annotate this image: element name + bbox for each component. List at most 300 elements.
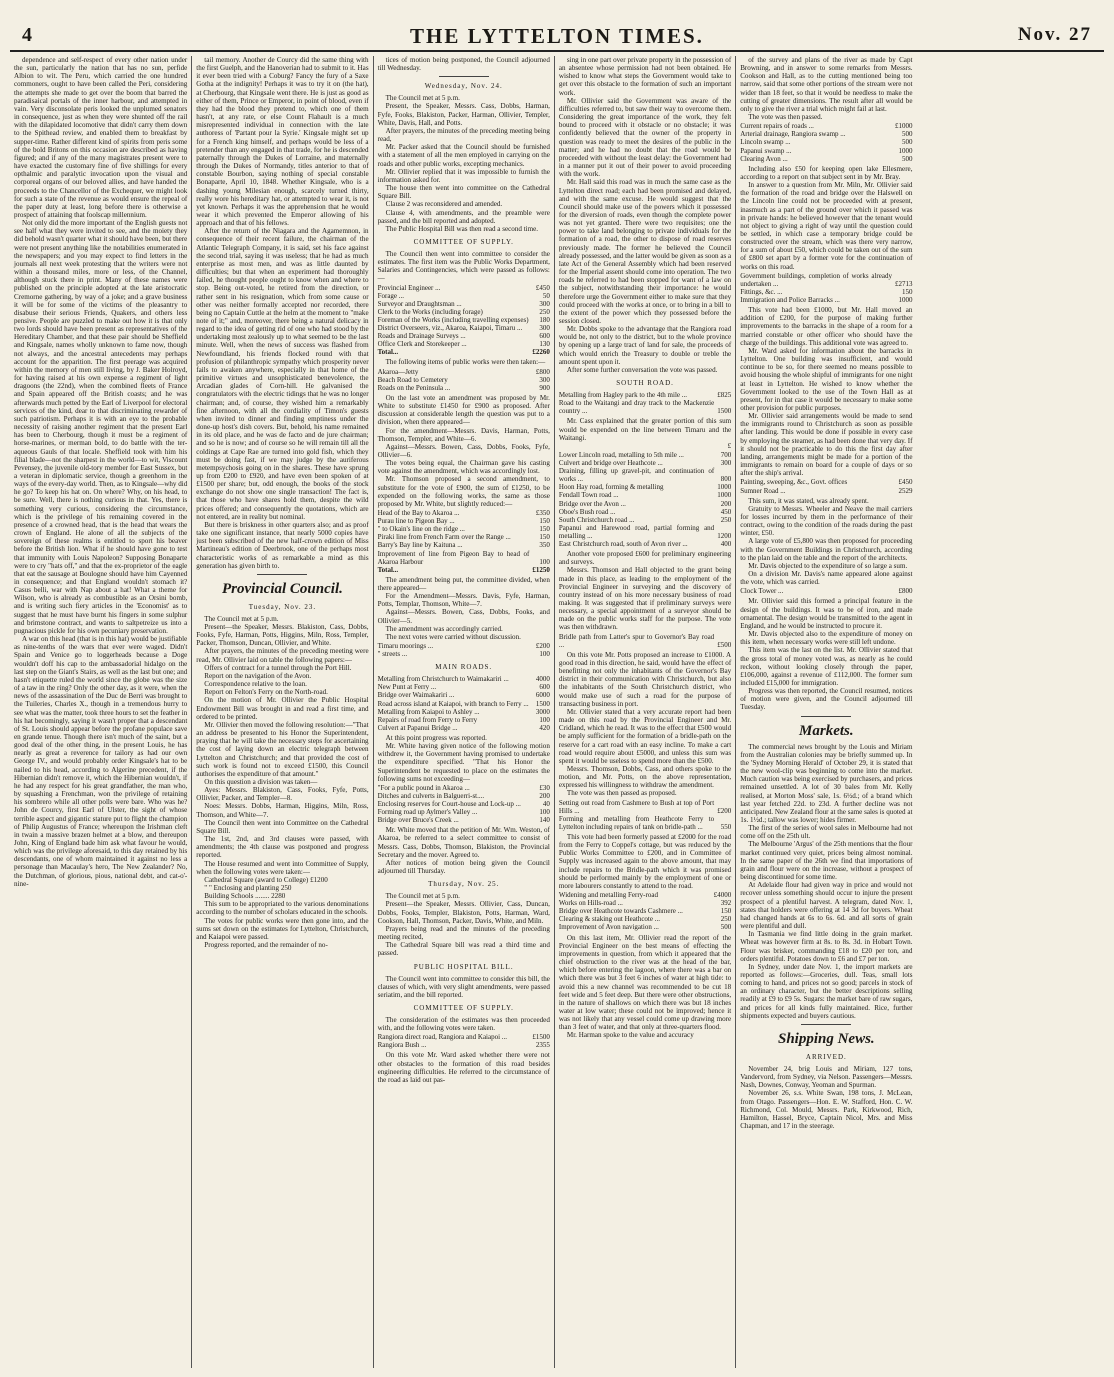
ledger-row: [378, 708, 550, 716]
article-paragraph: The amendment being put, the committee divided, when there appeared—: [377, 575, 550, 592]
ledger-amount: £800: [535, 367, 550, 376]
article-paragraph: The house then went into committee on the Cathedral Square Bill.: [377, 184, 550, 201]
article-paragraph: The Council met at 5 p.m.: [204, 614, 279, 623]
article-paragraph: On this question a division was taken—: [204, 777, 318, 786]
ledger-table: [559, 633, 731, 649]
article-paragraph: The Public Hospital Bill was then read a second time.: [385, 224, 539, 233]
ledger-amount: 450: [720, 507, 732, 516]
article-paragraph: Building Schools ........ 2280: [204, 892, 286, 901]
article-paragraph: After notices of motion being given the Council adjourned till Thursday.: [377, 858, 550, 876]
article-paragraph: Mr. Ollivier said this formed a principal feature in the design of the buildings. It was to be of iron, and made ornamental. The design would be transmitted to the agent in England, and he would be instructed to procure it.: [740, 597, 913, 630]
ledger-row: [378, 368, 550, 376]
ledger-item: Bridge over Bruce's Creek ...: [377, 816, 459, 825]
article-paragraph: The vote was then passed as proposed.: [566, 789, 677, 798]
ledger-table: [378, 675, 550, 732]
ledger-amount: £450: [898, 478, 913, 487]
ledger-amount: 150: [539, 525, 550, 534]
ledger-amount: 700: [720, 450, 732, 459]
article-paragraph: But there is briskness in other quarters also; and as proof take one significant instance, that nearly 5000 copies have just been subscribed of the new half-crown edition of Miss Martineau's edition of Deerbrook, one of the perhaps most characteristic works of as remarkable a mind as this generation has given birth to.: [196, 520, 369, 570]
ledger-item: South Christchurch road ...: [558, 515, 635, 524]
ledger-row: [740, 130, 912, 138]
article-paragraph: Messrs. Thomson and Hall objected to the grant being made in this place, as leading to the employment of the Provincial Engineer in surveying and the discovery of country instead of on his more necessary business of road making. It was suggested that if preliminary surveys were necessary, a special appointment of a surveyor should be made on the public works staff for the purpose. The vote was then withdrawn.: [558, 566, 732, 632]
article-paragraph: This vote had been formerly passed at £2000 for the road from the Ferry to Coppel's cottage, but was reduced by the Public Works Committee to £200, and in Committee of Supply was increased again to the above amount, that may include repairs to the Bridle-path which it was promised should be performed mainly by the employment of one or more labourers constantly to attend to the road.: [558, 833, 732, 890]
ledger-amount: 180: [539, 315, 550, 324]
article-paragraph: Offers of contract for a tunnel through the Port Hill.: [204, 663, 352, 672]
article-paragraph: A large vote of £5,800 was then proposed for proceeding with the Government Buildings in Christchurch, according to the plan laid on the table and the report of the architects.: [740, 537, 913, 562]
article-paragraph: Progress was then reported, the Council resumed, notices of motion were given, and the Council adjourned till Tuesday.: [740, 687, 913, 712]
article-paragraph: Clause 2 was reconsidered and amended.: [385, 200, 503, 209]
ledger-row: [378, 550, 550, 566]
ledger-amount: 150: [720, 907, 732, 916]
article-paragraph: On this last item, Mr. Ollivier read the report of the Provincial Engineer on the best means of effecting the improvements in question, from which it appeared that the chief obstruction to the river was at the head of the bar, which before entering the lagoon, where there was a bar on which there was but 3 feet 6 inches of water at high tide: to avoid this a new channel was recommended to be cut 18 feet wide and 5 feet deep. But there were other obstructions, in the nature of shallows on which there was but 18 inches water at low water; these could not be improved; hence it was not likely that any vessel could come up drawing more than 3 feet of water, and that only at three-quarters flood.: [558, 933, 732, 1032]
article-paragraph: On this vote Mr. Potts proposed an increase to £1000. A good road in this direction, he said, would have the effect of benefitting not only the inhabitants of the Governor's Bay district in their communication with Christchurch, but also the inhabitants of the South Christchurch district, who would make use of such a road for the purpose of transacting business in port.: [558, 650, 732, 708]
ledger-amount: 100: [539, 715, 550, 724]
ledger-amount: £1500: [532, 1033, 550, 1042]
ledger-item: Ditches and culverts in Balguerri-st....: [377, 791, 485, 800]
ledger-item: Fittings, &c. ...: [740, 287, 783, 296]
article-paragraph: On this vote Mr. Ward asked whether there were not other obstacles to the formation of this road besides engineering difficulties. He referred to the circumstance of the road as laid out pas-: [377, 1051, 550, 1084]
article-paragraph: Mr. Davis objected also to the expenditure of money on this item, when necessary works were still left undone.: [740, 630, 913, 647]
ledger-row: [740, 138, 912, 146]
article-paragraph: After some further conversation the vote was passed.: [566, 365, 718, 374]
ledger-amount: 150: [901, 287, 913, 296]
ledger-item: Repairs of road from Ferry to Ferry: [377, 715, 478, 724]
article-paragraph: For the amendment—Messrs. Davis, Harman, Potts, Thomson, Templer, and White—6.: [377, 426, 550, 443]
ledger-amount: £200: [717, 806, 732, 815]
ledger-amount: 250: [539, 307, 550, 316]
ledger-amount: 150: [539, 517, 550, 526]
article-paragraph: After the return of the Niagara and the Agamemnon, in consequence of their recent failure, the chairman of the Atlantic Telegraph Company, it is said, set his face against the second trial, saying it was useless; that he had as much enterprise as most men, and was as little daunted by difficulties; but that when an experiment had thoroughly failed, he thought people ought to know when and where to stop. Being out-voted, he retired from the direction, or rather sent in his resignation, which from some cause or other was neither formally accepted nor recorded, there being no Captain Cuttle at the helm at the moment to "make note of it;" and, moreover, there being a natural delicacy in regard to the idea of getting rid of one who had stood by the undertaking most zealously up to what seemed to be the last minute. Well, when the news of success was flashed from Newfoundland, his friends flocked round with that profusion of philanthropic sympathy which prosperity never fails to awaken anywhere, especially in that home of the primitive virtues and unsophisticated benevolence, the Arcadian glades of Corn-hill. He galvanised the congratulators with the electric tidings that he was no longer chairman; and, of course, they wished him a remarkably fine afternoon, with all the cordiality of Timon's guests when invited to dinner and finding emptiness under the done-up host's dish covers. But, behold, his name remained in its old place, and he was de facto and de jure chairman; and so he is now; and of course so he will remain till all the coldings at Cape Rae are turned into gold fish, which they must be doing fast, if we may judge by the auriferous metempsychosis going on in the shares. These have sprung up from £200 to £920, and have even been spoken of at £1500 per share; but, odd enough, the books of the stock exchange do not show one single transaction! The fact is, that those who have shares hold them, despite the wild prices offered; and consequently the quotations, which are not entered, are in reality but nominal.: [196, 227, 369, 521]
article-paragraph: After prayers, the minutes of the preceding meeting were read, Mr. Ollivier laid on table the following papers:—: [196, 647, 369, 664]
article-paragraph: Mr. Thomson proposed a second amendment, to substitute for the vote of £900, the sum of £1250, to be expended on the following works, the same as those proposed by Mr. White, but slightly reduced:—: [377, 475, 550, 508]
ledger-amount: £800: [898, 587, 913, 596]
article-paragraph: Gratuity to Messrs. Wheeler and Neave the mail carriers for losses incurred by them in the performance of their contract, owing to the condition of the roads during the past winter, £50.: [740, 504, 913, 538]
ledger-row: [378, 683, 550, 691]
ledger-amount: £1000: [894, 122, 913, 131]
article-paragraph: At Adelaide flour had given way in price and would not recover unless something should occur to injure the present prospect of a plentiful harvest. A telegram, dated Nov. 1, states that holders were offering at 14 3d for buyers. Wheat had changed hands at 6s to 6s. 6d. and all sorts of grain were plentiful and dull.: [740, 881, 913, 931]
article-paragraph: Against—Messrs. Bowen, Cass, Dobbs, Fooks, and Ollivier—5.: [377, 608, 550, 625]
sub-heading: COMMITTEE OF SUPPLY.: [413, 237, 514, 246]
ledger-amount: 1200: [717, 531, 732, 540]
ledger-table: [378, 784, 550, 824]
ledger-item: Office Clerk and Storekeeper ...: [377, 340, 467, 349]
ledger-item: Total...: [377, 565, 399, 574]
ledger-amount: 500: [901, 154, 913, 163]
ledger-row: [740, 487, 912, 495]
ledger-amount: 1000: [717, 491, 732, 500]
ledger-amount: 1000: [898, 296, 913, 305]
ledger-amount: 420: [539, 723, 550, 732]
ledger-table: [378, 284, 550, 357]
section-divider: [801, 1024, 851, 1025]
article-paragraph: Mr. Davis objected to the expenditure of so large a sum.: [748, 561, 908, 570]
article-paragraph: The House resumed and went into Committee of Supply, when the following votes were taken:—: [196, 859, 369, 876]
ledger-row: [740, 155, 912, 163]
ledger-amount: 250: [720, 515, 732, 524]
issue-date: Nov. 27: [1017, 24, 1092, 45]
ledger-amount: 350: [539, 541, 550, 550]
article-paragraph: Prayers being read and the minutes of the preceding meeting recited,: [377, 924, 550, 942]
ledger-row: [740, 478, 912, 486]
ledger-table: [740, 272, 912, 304]
article-paragraph: This vote had been £1000, but Mr. Hall moved an addition of £200, for the purpose of making further improvements to the barracks in the shape of a room for a married constable or other officer who should have the charge of the buildings. This additional vote was agreed to.: [740, 306, 913, 347]
ledger-item: Akaroa—Jetty: [377, 367, 419, 376]
ledger-amount: £2713: [894, 279, 913, 288]
article-paragraph: Mr. Ollivier stated that a very accurate report had been made on this road by the Provincial Engineer and Mr. Cridland, which he read. It was to the effect that £500 would be amply sufficient for the formation of a bridle-path on the reserve for a cart road with an easy incline. To make a cart road would require about £5000, and unless this sum was spent it would be useless to spend more than the £500.: [558, 707, 732, 765]
article-paragraph: sing in one part over private property in the possession of an absentee whose permission had not been obtained. He wished to know what steps the Government would take to get over this obstacle to the formation of such an important work.: [558, 56, 732, 97]
ledger-amount: 2529: [898, 486, 913, 495]
article-paragraph: In answer to a question from Mr. Miln, Mr. Ollivier said the formation of the road and bridge over the Halswell on the Lincoln line could not be proceeded with at present, inasmuch as a part of the ground over which it passed was in private hands: he believed however that the tenant would not object to giving a right of way until the question could be settled, in which case a temporary bridge could be constructed over the stream, which was there very narrow, for a sum of about £50, which could be taken out of the sum of £800 set apart by a former vote for the continuation of works on this road.: [740, 181, 913, 271]
ledger-row: [378, 675, 550, 683]
ledger-row: [378, 724, 550, 732]
ledger-row: [740, 288, 912, 296]
ledger-table: [740, 478, 912, 494]
ledger-table: [559, 391, 731, 415]
article-paragraph: Progress reported, and the remainder of no-: [204, 941, 328, 950]
ledger-item: Foreman of the Works (including travelling expenses): [377, 315, 529, 324]
article-paragraph: November 26, s.s. White Swan, 198 tons, J. McLean, from Otago. Passengers—Hon. E. W. Stafford, Hon. C. W. Richmond, Col. Mould, Messrs. Park, Kirkwood, Rich, Hamilton, Hassel, Bryce, Captain Nicol, Mrs. and Miss Chapman, and 17 in the steerage.: [740, 1089, 913, 1130]
article-paragraph: This sum to be appropriated to the various denominations according to the number of scholars educated in the schools.: [196, 900, 369, 917]
ledger-item: " to Okain's line on the ridge ...: [377, 525, 465, 534]
ledger-row: [378, 517, 550, 525]
ledger-amount: 3000: [535, 707, 550, 716]
ledger-item: Lincoln swamp ...: [740, 138, 791, 147]
ledger-item: " streets ...: [377, 650, 408, 659]
ledger-row: [378, 1041, 550, 1049]
ledger-item: Culvert and bridge over Heathcote ...: [558, 459, 663, 468]
article-paragraph: The commercial news brought by the Louis and Miriam from the Australian colonies may be briefly summed up. In the 'Sydney Morning Herald' of October 29, it is stated that the new wool-clip was beginning to come into the market. Much caution was being exercised by purchasers, and prices remained unsettled. A lot of 30 bales from Mr. Kelly realised, at Morton Moss' sale, 1s. 6½d.; of a brand which last year fetched 22d. to 23d. A further decline was not anticipated. New Zealand flour at the same sales is quoted at 1s. 1½d.; tallow was lower; hides firmer.: [740, 742, 913, 824]
ledger-row: [559, 799, 731, 815]
ledger-item: Culvert at Papanui Bridge ...: [377, 723, 458, 732]
ledger-item: Metalling from Kaiapoi to Ashley ...: [377, 707, 480, 716]
article-paragraph: The Melbourne 'Argus' of the 25th mentions that the flour market continued very quiet, prices being almost nominal. In the same paper of the 26th we find that importations of grain and flour were on the increase, without a prospect of being discontinued for some time.: [740, 840, 913, 882]
article-paragraph: Mr. Packer asked that the Council should be furnished with a statement of all the men employed in carrying on the roads and other public works, excepting mechanics.: [377, 143, 550, 168]
article-paragraph: Mr. Ollivier then moved the following resolution:—"That an address be presented to his Honor the Superintendent, praying that he will take the necessary steps for ascertaining the cost of laying down an electric telegraph between Lyttelton and Christchurch; and that provided the cost of such work is found not to exceed £1500, this Council authorises the expenditure of that amount.": [196, 720, 369, 778]
ledger-row: [378, 691, 550, 699]
section-divider: [801, 716, 851, 717]
ledger-amount: 200: [720, 499, 732, 508]
ledger-row: [740, 147, 912, 155]
ledger-amount: 140: [539, 816, 550, 825]
article-paragraph: After prayers, the minutes of the preceding meeting being read,: [377, 126, 550, 144]
ledger-table: [378, 642, 550, 658]
ledger-item: Road to the Waitangi and dray track to the Mackenzie country ...: [558, 399, 715, 416]
ledger-row: [559, 508, 731, 516]
ledger-row: [559, 907, 731, 915]
ledger-row: [378, 292, 550, 300]
ledger-amount: 500: [901, 138, 913, 147]
ledger-item: Clearing Avon ...: [740, 154, 788, 163]
ledger-item: Sumner Road ...: [740, 486, 786, 495]
article-paragraph: On the last vote an amendment was proposed by Mr. White to substitute £1450 for £900 as proposed. After discussion at considerable length the question was put to a division, when there appeared—: [377, 393, 550, 427]
ledger-row: [559, 500, 731, 508]
article-paragraph: The consideration of the estimates was then proceeded with, and the following votes were taken.: [377, 1015, 550, 1033]
section-heading: Shipping News.: [777, 1030, 875, 1047]
ledger-amount: 300: [720, 459, 732, 468]
article-paragraph: Noes: Messrs. Dobbs, Harman, Higgins, Miln, Ross, Thomson, and White—7.: [196, 802, 369, 819]
ledger-amount: 50: [542, 291, 550, 300]
ledger-item: Draining, filling up gravel-pit, and continuation of works ...: [558, 467, 715, 484]
ledger-row: [378, 316, 550, 324]
article-paragraph: The first of the series of wool sales in Melbourne had not come off on the 25th ult.: [740, 824, 913, 841]
article-paragraph: The Cathedral Square bill was read a third time and passed.: [377, 941, 550, 958]
article-paragraph: Mr. Harman spoke to the value and accuracy: [566, 1031, 694, 1040]
section-heading: Markets.: [799, 722, 854, 739]
article-paragraph: At this point progress was reported.: [385, 733, 487, 742]
ledger-row: [378, 1033, 550, 1041]
ledger-item: Provincial Engineer ...: [377, 283, 441, 292]
ledger-row: [378, 533, 550, 541]
ledger-item: Clock Tower ...: [740, 587, 784, 596]
article-paragraph: Mr. White moved that the petition of Mr. Wm. Weston, of Akaroa, be referred to a select committee to consist of Messrs. Cass, Dobbs, Thomson, Blakiston, the Provincial Secretary and the mover. Agreed to.: [377, 826, 550, 859]
ledger-amount: 1500: [535, 699, 550, 708]
sub-heading: Thursday, Nov. 25.: [428, 880, 500, 889]
ledger-amount: 100: [539, 808, 550, 817]
ledger-row: [740, 296, 912, 304]
article-paragraph: A war on this head (that is in this hat) would be justifiable as nine-tenths of the wars that ever were waged. Didn't Spain and Venice go to loggerheads because a Doge wouldn't doff his cap to the ambassadorial hidalgo on the last step on the Giant's Stairs, as well as the last but one; and hasn't etiquette ruled the world since the globe was the size of a taw in the ring? Only the other day, as it were, when the news of the assassination of the Duc de Berri was brought to the Tuileries, Charles X., though in a tremendous hurry to see what was the matter, took three hours to set the feather in his hat becomingly, saying it wasn't proper that a descendant of St. Louis should appear before the profane populace save en grande tenue. Though there isn't much of the saint, but a good deal of the other thing, in the present Louis, he has nearly as great a reverence for tailory as had our own George IV., and would probably order Kingsale's hat to be nailed to his head, according to Algerine precedent, if the Hibernian didn't remove it, which the Hibernian wouldn't, if he had any respect for his great grandfather, the man who, by squashing a Frenchman, won the privilege of retaining his sombrero while all other polls were bare. Who was he? John de Courcy, first Earl of Ulster, the sight of whose terrible aspect and gigantic stature put to flight the champion of Philip Augustus of France; whereupon the Irishman cleft in twain a massive brazen helmet at a blow, and thereupon John, King of England bade him ask what favour he would, which was the privilege aforesaid, to this day retained by his descendants, one of whom maintained it against no less a personage than Macaulay's hero, The New Zealander? No, the Dutchman, of glorious, pious, national debt, and cat-o'-nine-: [14, 635, 188, 888]
ledger-amount: £200: [535, 642, 550, 651]
ledger-item: Beach Road to Cemetery: [377, 375, 448, 384]
newspaper-title: THE LYTTELTON TIMES.: [410, 24, 704, 48]
article-paragraph: " " Enclosing and planting 250: [204, 884, 292, 892]
ledger-row: [378, 816, 550, 824]
ledger-item: Purau line to Pigeon Bay ...: [377, 517, 455, 526]
ledger-item: Widening and metalling Ferry-road: [558, 891, 658, 900]
ledger-row: [559, 451, 731, 459]
article-paragraph: Mr. Ollivier said the Government was aware of the difficulties referred to, but saw their way to overcome them. Considering the great importance of the work, they felt bound to proceed with it obstacle or no obstacle; it was confidently believed that the owner of the property in question was ready to meet the desires of the public in the matter; and he had no doubt that the road would be proceeded with without the least delay: the Government had in a manner put it out of their power to avoid proceeding with the work.: [558, 96, 732, 179]
ledger-amount: 600: [539, 332, 550, 341]
ledger-item: Improvement of Avon navigation ...: [558, 923, 659, 932]
article-paragraph: tail memory. Another de Courcy did the same thing with the first Guelph, and the Hanoverian had to submit to it. Has it ever been tried with a Coburg? Fancy the fury of a Saxe Gotha at the indignity! Perhaps it was to try it on (the hat), at Cherbourg, that Kingsale went there. He is just as good as either of them, Prince or Emperor, in point of blood, even if they had the blood they pretend to, which one of them hasn't, at any rate, or else Count Flahault is a much misrepresented individual in connection with the late authoress of 'Partant pour la Syrie.' Kingsale might set up for a French king himself, and perhaps would be less of a pretender than any engaged in that trade, for he is descended paternally through the Dukes of Lorraine, and maternally through the Dukes of Normandy, titles anterior to that of constable Bourbon, saying nothing of special constable Bonaparte, April 10, 1848. Whether Kingsale, who is a dashing young Milesian enough, scarcely turned thirty, really wore his hereditary hat, or attempted to wear it, is not yet known. Perhaps it was the apprehension that he would wear it which prevented the Emperor allowing of his approach and that of his fellows.: [196, 56, 369, 228]
ledger-amount: £1250: [532, 565, 550, 574]
ledger-item: Timaru moorings ...: [377, 642, 434, 651]
ledger-amount: 1000: [717, 483, 732, 492]
ledger-item: Metalling from Christchurch to Waimakariri ...: [377, 675, 509, 684]
article-paragraph: Mr. Hall said this road was in much the same case as the Lyttelton direct road; each had been promised and delayed, and with the same excuse. He would suggest that the Council should make use of the powers which it possessed for the diversion of roads, even though the complete power was not yet granted. There were two requisites; one the power to take land belonging to private individuals for the formation of a road, the other to dispose of road reserves previously made. The former he believed the Council already possessed, and the latter would be given as soon as a late Act of the General Assembly which had been reserved for the Imperial assent should come into operation. The two roads he referred to had been stopped for want of a law on the subject, notwithstanding their importance: he would therefore urge the Government either to make sure that they could proceed with the works at once, or to bring in a bill to the extent of the power which they possessed before the session closed.: [558, 178, 732, 325]
ledger-item: Road across island at Kaiapoi, with branch to Ferry ...: [377, 699, 529, 708]
masthead: [10, 24, 1104, 46]
article-paragraph: The following items of public works were then taken:—: [385, 358, 546, 367]
ledger-item: Hoon Hay road, forming & metalling: [558, 483, 664, 492]
ledger-amount: £4000: [713, 891, 732, 900]
ledger-item: Forming and metalling from Heathcote Ferry to Lyttelton including repairs of tank on bridle-path ...: [558, 814, 715, 831]
ledger-row: [378, 308, 550, 316]
ledger-item: Rangiora Bush ...: [377, 1041, 427, 1050]
ledger-amount: 392: [720, 899, 732, 908]
section-heading: Provincial Council.: [222, 580, 343, 597]
ledger-row: [378, 300, 550, 308]
ledger-row: [559, 540, 731, 548]
ledger-item: Surveyor and Draughtsman ...: [377, 299, 462, 308]
sub-heading: MAIN ROADS.: [435, 663, 493, 672]
ledger-item: Painting, sweeping, &c., Govt. offices: [740, 478, 848, 487]
ledger-item: Metalling from Hagley park to the 4th mile ...: [558, 391, 687, 400]
article-paragraph: November 24, brig Louis and Miriam, 127 tons, Vandervord, from Sydney, via Nelson. Passengers—Messrs. Nash, Downes, Conway, Yeoman and Spurman.: [740, 1064, 913, 1090]
ledger-row: [378, 384, 550, 392]
ledger-item: Lower Lincoln road, metalling to 5th mile ...: [558, 450, 684, 459]
ledger-row: [378, 700, 550, 708]
ledger-row: [378, 808, 550, 816]
article-paragraph: Mr. White having given notice of the following motion withdrew it, the Government having promised to undertake the expenditure specified. "That his Honor the Superintendent be requested to place on the estimates the following sums not exceeding—: [377, 742, 550, 783]
ledger-item: Total...: [377, 348, 399, 357]
ledger-amount: 300: [539, 375, 550, 384]
article-paragraph: Ayes: Messrs. Blakiston, Cass, Fooks, Fyfe, Potts, Ollivier, Packer, and Templer—8.: [196, 786, 369, 803]
ledger-row: [559, 915, 731, 923]
ledger-item: District Overseers, viz., Akaroa, Kaiapoi, Timaru ...: [377, 324, 523, 333]
ledger-amount: 300: [539, 324, 550, 333]
ledger-row: [378, 541, 550, 549]
ledger-table: [378, 368, 550, 392]
ledger-item: Setting out road from Cashmere to Bush at top of Port Hills ...: [558, 798, 715, 815]
sub-heading: COMMITTEE OF SUPPLY.: [413, 1003, 514, 1012]
ledger-amount: 130: [539, 340, 550, 349]
article-paragraph: Another vote proposed £600 for preliminary engineering and surveys.: [558, 550, 732, 567]
ledger-amount: 250: [720, 915, 732, 924]
ledger-item: Piraki line from French Farm over the Range ...: [377, 533, 511, 542]
article-paragraph: Report on Felton's Ferry on the North-road.: [204, 688, 328, 697]
ledger-row: [559, 633, 731, 649]
ledger-table: [740, 122, 912, 162]
ledger-item: Clearing & staking out Heathcote ...: [558, 915, 660, 924]
ledger-item: Enclosing reserves for Court-house and Lock-up ...: [377, 800, 521, 809]
ledger-table: [378, 1033, 550, 1049]
article-paragraph: The Council then went into committee to consider the estimates. The first item was the Public Works Department, Salaries and Contingencies, which were passed as follows:—: [377, 249, 550, 283]
ledger-row: [378, 332, 550, 340]
ledger-amount: 500: [720, 923, 732, 932]
ledger-row: [559, 899, 731, 907]
section-divider: [439, 76, 489, 77]
sub-heading: Tuesday, Nov. 23.: [248, 602, 317, 611]
article-paragraph: In Tasmania we find little doing in the grain market. Wheat was however firm at 8s. to 8s. 3d. in Hobart Town. Flour was brisker, commanding £18 to £20 per ton, and orders plentiful. Potatoes down to £6 and £7 per ton.: [740, 930, 913, 963]
ledger-item: Head of the Bay to Akaroa ...: [377, 509, 460, 518]
article-paragraph: The votes for public works were then gone into, and the sums set down on the estimates for Lyttelton, Christchurch, and Kaiapoi were passed.: [196, 916, 369, 941]
ledger-amount: £: [727, 442, 732, 450]
sub-heading: SOUTH ROAD.: [616, 379, 674, 388]
ledger-item: Bridle path from Latter's spur to Governor's Bay road ...: [558, 632, 715, 649]
article-paragraph: Present, the Speaker, Messrs. Cass, Dobbs, Harman, Fyfe, Fooks, Blakiston, Packer, Harman, Ollivier, Templer, White, Davis, Hall, and Potts.: [377, 102, 550, 127]
article-paragraph: Including also £50 for keeping open lake Ellesmere, according to a report on that subject sent in by Mr. Bray.: [740, 164, 913, 181]
ledger-amount: 100: [539, 557, 550, 566]
ledger-row: [378, 376, 550, 384]
ledger-row: [559, 524, 731, 540]
article-paragraph: Present—the Speaker, Messrs. Ollivier, Cass, Duncan, Dobbs, Fooks, Templer, Blakiston, Potts, Harman, Ward, Cookson, Hall, Thomson, Packer, Davis, White, and Miln.: [377, 900, 550, 925]
ledger-amount: 300: [539, 299, 550, 308]
ledger-item: Arterial drainage, Rangiora swamp ...: [740, 130, 846, 139]
ledger-amount: 2355: [535, 1041, 550, 1050]
ledger-amount: 550: [720, 822, 732, 831]
ledger-item: Clerk to the Works (including forage): [377, 307, 483, 316]
ledger-item: Papanui swamp ...: [740, 146, 792, 155]
ledger-amount: £500: [717, 640, 732, 649]
ledger-total-row: [378, 566, 550, 574]
ledger-amount: £825: [717, 391, 732, 400]
ledger-row: [378, 800, 550, 808]
article-paragraph: Cathedral Square (award to College) £1200: [204, 875, 328, 884]
sub-heading: ARRIVED.: [805, 1052, 847, 1061]
column-5: [735, 56, 916, 1368]
ledger-row: [559, 391, 731, 399]
article-paragraph: This sum, it was stated, was already spent.: [748, 496, 869, 505]
article-paragraph: dependence and self-respect of every other nation under the sun, particularly the nation that has no sun, perfide Albion to wit. The Peru, which carried the one hundred commoners, ought to have been called the Peri, considering the attempts she made to get over the boom that barred the paradisaical portals of the inner harbour, and attempted in vain. Very disconsolate peris looked the unplumed senators in consequence, just as when they were shunted off the rail with the dilapidated locomotive that didn't carry them down to the Spithead review, and enabled them to breakfast by supper-time. Rather different kind of spirits from peris some of the bold Britons on this occasion are described as having figured; and if any of the many magistrates present were to have exacted the customary fine of five shillings for every opthalmic and paralytic invocation upon the visual and corporeal organs of our beloved allies, and have handed the proceeds to the Chancellor of the Exchequer, we might look for such a state of the revenue as would ensure the repeal of the paper duty at least, long before there is otherwise a prospect of attaining that foolscap millennium.: [14, 56, 188, 219]
columns: [10, 56, 1104, 1368]
ledger-item: Rangiora direct road, Rangiora and Kaiapoi ...: [377, 1033, 508, 1042]
ledger-item: Bridge over the Avon ...: [558, 499, 626, 508]
ledger-item: Bridge over Heathcote towards Cashmere ...: [558, 907, 683, 916]
ledger-row: [559, 399, 731, 415]
page-number: 4: [22, 24, 32, 46]
ledger-amount: £30: [539, 783, 550, 792]
article-paragraph: The 1st, 2nd, and 3rd clauses were passed, with amendments; the 4th clause was postponed and progress reported.: [196, 835, 369, 860]
ledger-amount: £350: [535, 509, 550, 518]
article-paragraph: Against—Messrs. Bowen, Cass, Dobbs, Fooks, Fyfe, Ollivier—6.: [377, 442, 550, 459]
ledger-table: [378, 509, 550, 574]
article-paragraph: The vote was then passed.: [748, 113, 823, 122]
article-paragraph: Mr. Ward asked for information about the barracks in Lyttelton. One building was insufficient, and would continue to be so, for there seemed no means possible to avoid housing the whole shipful of immigrants for one night at least in Lyttelton. He wished to know whether the Government looked to the use of the Town Hall as at present, for in that case it would be necessary to make some other provision for public purposes.: [740, 346, 913, 412]
ledger-row: [378, 324, 550, 332]
ledger-row: [740, 272, 912, 288]
ledger-table: [559, 799, 731, 831]
ledger-row: [559, 467, 731, 483]
ledger-amount: 400: [720, 539, 732, 548]
article-paragraph: of the survey and plans of the river as made by Capt Browning, and in answer to some remarks from Messrs. Cookson and Hall, as to the cutting mentioned being too narrow, said that some other portions of the stream were not wider than 18 feet, so that it would be needless to make the cutting of greater dimensions. The result after all would be only to give the river a trial which might fail at last.: [740, 56, 913, 113]
ledger-amount: 900: [539, 383, 550, 392]
ledger-total-row: [378, 348, 550, 356]
article-paragraph: The next votes were carried without discussion.: [385, 632, 521, 641]
article-paragraph: In Sydney, under date Nov. 1, the import markets are reported as follows:—Groceries, dull. Teas, small lots coming to hand, and prices not so good; parcels in stock of an ordinary character, but the better descriptions selling readily at £9 to £9 5s. Sugars: the market bare of raw sugars, and prices for all kinds fully maintained. Rice, further shipments expected and buyers cautious.: [740, 962, 913, 1020]
ledger-row: [559, 443, 731, 451]
article-paragraph: Present—the Speaker, Messrs. Blakiston, Cass, Dobbs, Fooks, Fyfe, Harman, Potts, Higgins, Miln, Ross, Templer, Packer, Thomson, Duncan, Ollivier, and White.: [196, 623, 369, 648]
article-paragraph: Mr. Ollivier replied that it was impossible to furnish the information asked for.: [377, 167, 550, 184]
ledger-amount: 40: [542, 800, 550, 809]
ledger-row: [378, 525, 550, 533]
ledger-item: Oboe's Bush road ...: [558, 507, 616, 516]
article-paragraph: This item was the last on the list. Mr. Ollivier stated that the gross total of money voted was, as nearly as he could reckon, without looking closely through the paper, £106,000, against a revenue of £112,000. The former sum included £15,000 for immigration.: [740, 646, 913, 687]
ledger-row: [378, 650, 550, 658]
ledger-item: [559, 443, 714, 451]
ledger-row: [559, 516, 731, 524]
article-paragraph: Clause 4, with amendments, and the preamble were passed, and the bill reported and adopted.: [377, 208, 550, 225]
ledger-row: [559, 923, 731, 931]
ledger-amount: £2260: [532, 348, 550, 357]
ledger-amount: 100: [539, 650, 550, 659]
column-4: [554, 56, 735, 1368]
article-paragraph: Report on the navigation of the Avon.: [204, 671, 312, 680]
ledger-row: [559, 483, 731, 491]
column-2: [191, 56, 372, 1368]
ledger-item: Government buildings, completion of works already undertaken ...: [740, 271, 892, 288]
ledger-row: [559, 815, 731, 831]
article-paragraph: Mr. Dobbs spoke to the advantage that the Rangiora road would be, not only to the district, but to the whole province by opening up a large tract of land for sale, the proceeds of which would enrich the Treasury to double or treble the amount spent upon it.: [558, 325, 732, 366]
ledger-item: Immigration and Police Barracks ...: [740, 296, 840, 305]
ledger-item: Current repairs of roads ...: [740, 122, 814, 131]
article-paragraph: Not only did the more important of the English guests not see half what they were invited to see, and the moiety they did behold wasn't quarter what it should have been, but there were not present anything like the notabilities enumerated in the newspapers; and you may expect to find letters in the journals all next week protesting that the writers were not within a thousand miles, more or less, of the Channel, although stuck there in print. Many of these names were published on the principle adopted at the late aristocratic Cremorne gathering, by way of a joke; and a grave business it will be for some of the victims of the pleasantry to disabuse their serious Friends, Quakers, and others less pensive. People are puzzled to make out how it is that only two lords should have been present as representatives of the Hereditary Chamber, and that these pair should be Sheffield and Kingsale, names wholly unknown to fame now, though not always, and the ancestral antecedents may perhaps account for the apparition. The first peerage was acquired within the memory of men still living, by J. Baker Holroyd, for having raised at his own expense a regiment of light dragoons (the 22nd), when the combined fleets of France and Spain appeared off the British coasts; and he was afterwards much petted by the Earl of Liverpool for electoral services of the kind, dear to that discriminating rewarder of such patriotism. Perhaps it is with an eye to the probable necessity of raising another regiment that the present Earl has been to Cherbourg, though it must be a regiment of horse-marines, or merman bold, to do battle with the ter-aqueous Gauls of that locale. Sheffield took with him his filial blade—not the sharpest in the world—to wit, Viscount Pevensey, the juvenile old-tory member for East Sussex, but a veteran in diplomatic service, though a greenhorn in the ways of the every-day world. Then, as to Kingsale—why did he go? To keep his hat on. On where? Why, on his head, to be sure. Well, there is nothing curious in that. Yes, there is something very curious, considering the circumstance, which is the privilege of his remaining covered in the presence of a crowned head, that is the head that wears the crown of England. He alone of all the subjects of the sovereign of these realms is entitled to sport his beaver before the British lion. What if he should have gone to test that immunity with Louis Napoleon? Supposing Bonaparte were to cry "hats off," and that the ex-proprietor of the eagle that eat the sausage at Boulogne should have him Cayenned in consequence; and that England wouldn't stomach it? Casus belli, war with Nap about a hat! What a theme for Wilson, who is already as combustible as an Orsini bomb, and is writing such fiery articles in the 'Economist' as to suggest that he must have burnt his fingers in some sulphur and brimstone contract, and wants to saltpetreize us into a pugnacious pickle for his own pecuniary preservation.: [14, 219, 188, 635]
article-paragraph: On a division Mr. Davis's name appeared alone against the vote, which was carried.: [740, 570, 913, 587]
ledger-amount: 150: [539, 533, 550, 542]
ledger-row: [740, 122, 912, 130]
ledger-row: [559, 891, 731, 899]
ledger-item: Fendall Town road ...: [558, 491, 619, 500]
article-paragraph: Mr. Ollivier said arrangements would be made to send the immigrants round to Christchurch as soon as possible after landing. This would be done if possible in every case by employing the steamer, as had been done that very day. If it should not be practicable to do this the first day after landing, arrangements might be made for a portion of the immigrants to remain on board for a couple of days or so after the ship's arrival.: [740, 412, 913, 478]
ledger-row: [378, 340, 550, 348]
ledger-row: [378, 642, 550, 650]
ledger-amount: £450: [535, 283, 550, 292]
sub-heading: PUBLIC HOSPITAL BILL.: [413, 962, 514, 971]
article-paragraph: The amendment was accordingly carried.: [385, 624, 503, 633]
article-paragraph: The Council then went into Committee on the Cathedral Square Bill.: [196, 818, 369, 835]
ledger-table: [559, 443, 731, 548]
ledger-item: Roads and Drainage Surveys ...: [377, 332, 466, 341]
article-paragraph: The votes being equal, the Chairman gave his casting vote against the amendment, which was accordingly lost.: [377, 459, 550, 476]
